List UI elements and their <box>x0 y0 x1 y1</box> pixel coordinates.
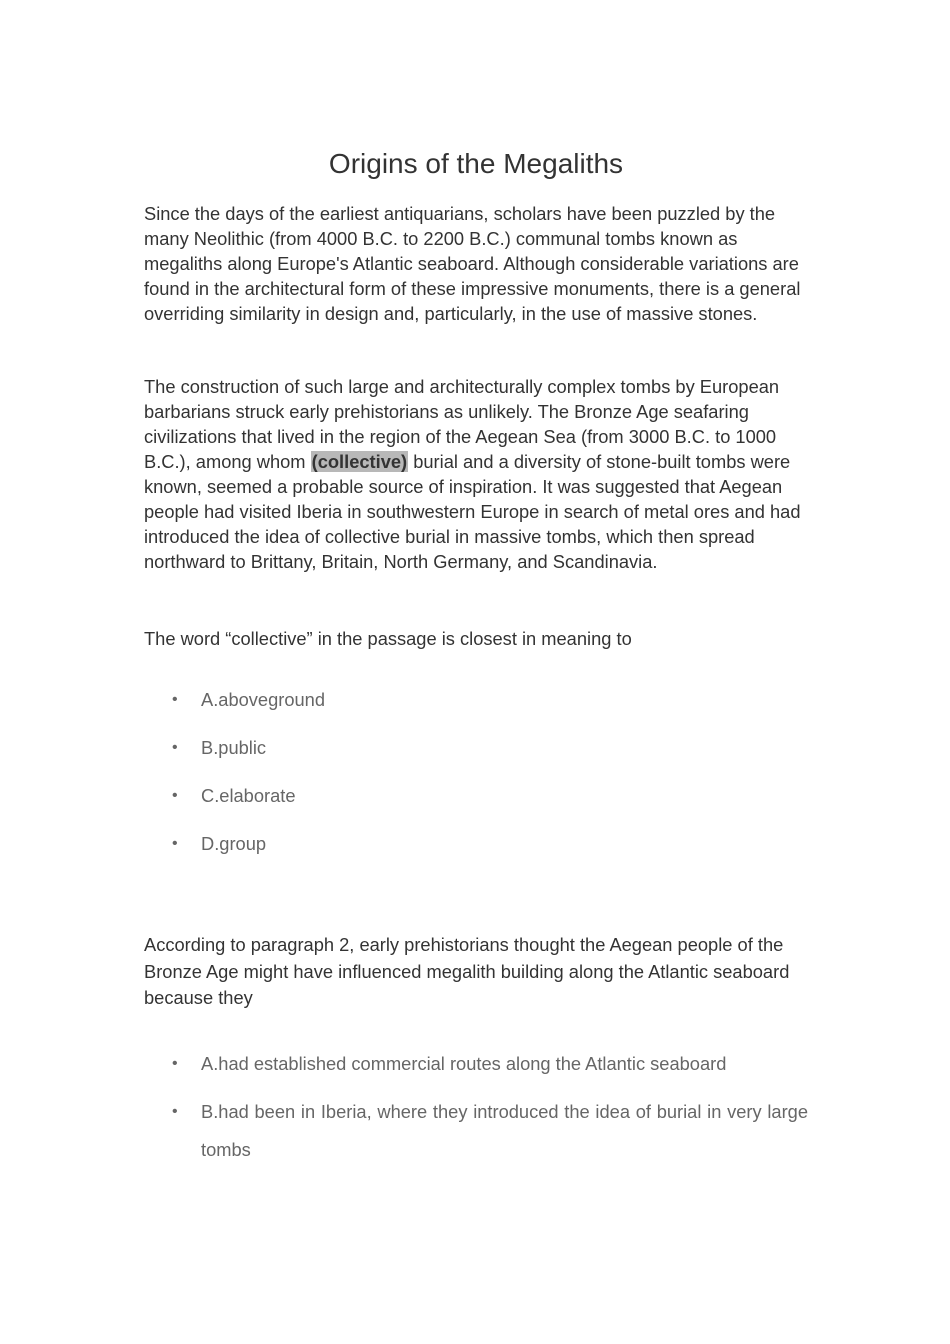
highlighted-word: (collective) <box>311 451 408 472</box>
question-1-option-c[interactable] <box>144 782 808 810</box>
question-1-prompt: The word “collective” in the passage is closest in meaning to <box>144 628 632 649</box>
passage-paragraph-2 <box>144 374 808 574</box>
option-label: B.public <box>201 737 267 758</box>
bullet-icon: • <box>172 1103 178 1120</box>
question-1-option-d[interactable] <box>144 830 808 858</box>
bullet-icon: • <box>172 787 178 804</box>
question-2-prompt: According to paragraph 2, early prehistorians thought the Aegean people of the Bronze Age might have influenced megalith building along the Atlantic seaboard because they <box>144 934 790 1008</box>
page-title: Origins of the Megaliths <box>328 148 624 179</box>
option-label: C.elaborate <box>201 785 296 806</box>
question-2-option-b[interactable] <box>144 1093 808 1169</box>
question-1-options <box>144 686 808 878</box>
option-label: D.group <box>201 833 267 854</box>
bullet-icon: • <box>172 691 178 708</box>
question-1-option-a[interactable] <box>144 686 808 714</box>
option-label: B.had been in Iberia, where they introduced the idea of burial in very large tombs <box>201 1101 808 1160</box>
bullet-icon: • <box>172 1055 178 1072</box>
bullet-icon: • <box>172 739 178 756</box>
paragraph-2-text-after: burial and a diversity of stone-built tombs were known, seemed a probable source of inspiration. It was suggested that Aegean people had visited Iberia in southwestern Europe in search of metal ores and had introduced the idea of collective burial in massive tombs, which then spread northward to Brittany, Britain, North Germany, and Scandinavia. <box>144 451 801 572</box>
question-1-option-b[interactable] <box>144 734 808 762</box>
option-label: A.aboveground <box>201 689 326 710</box>
passage-paragraph-1: Since the days of the earliest antiquarians, scholars have been puzzled by the many Neolithic (from 4000 B.C. to 2200 B.C.) communal tombs known as megaliths along Europe's Atlantic seaboard. Although considerable variations are found in the architectural form of these impressive monuments, there is a general overriding similarity in design and, particularly, in the use of massive stones. <box>144 203 801 324</box>
option-label: A.had established commercial routes along the Atlantic seaboard <box>201 1053 727 1074</box>
paragraph-2-text-before: The construction of such large and architecturally complex tombs by European barbarians struck early prehistorians as unlikely. The Bronze Age seafaring civilizations that lived in the region of the Aegean Sea (from 3000 B.C. to 1000 B.C.), among whom <box>144 376 780 472</box>
question-2-option-a[interactable] <box>144 1045 808 1083</box>
bullet-icon: • <box>172 835 178 852</box>
question-2-options <box>144 1045 808 1169</box>
